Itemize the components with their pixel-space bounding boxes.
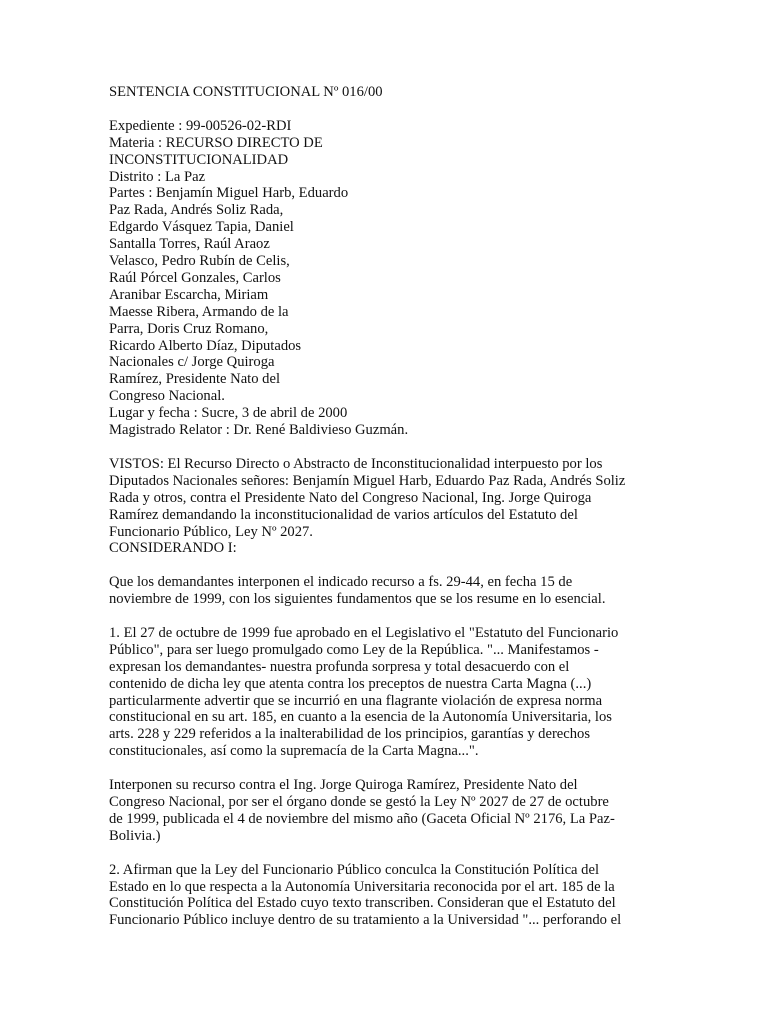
- spacer: [109, 760, 661, 777]
- intro-paragraph: [109, 574, 661, 608]
- paragraph-line: Bolivia.): [109, 827, 161, 844]
- spacer: [109, 439, 661, 456]
- recurso-paragraph: [109, 777, 661, 845]
- magistrado-relator-line: Magistrado Relator : Dr. René Baldivieso Guzmán.: [109, 422, 409, 439]
- paragraph-line: Diputados Nacionales señores: Benjamín Miguel Harb, Eduardo Paz Rada, Andrés Soliz: [109, 472, 626, 489]
- paragraph-line: Congreso Nacional, por ser el órgano donde se gestó la Ley Nº 2027 de 27 de octubre: [109, 793, 609, 810]
- paragraph-line: Estado en lo que respecta a la Autonomía Universitaria reconocida por el art. 185 de la: [109, 878, 615, 895]
- spacer: [109, 608, 661, 625]
- paragraph-line: particularmente advertir que se incurrió en una flagrante violación de expresa norma: [109, 692, 603, 709]
- partes-line-cont: Edgardo Vásquez Tapia, Daniel: [109, 219, 294, 236]
- partes-line: Partes : Benjamín Miguel Harb, Eduardo: [109, 185, 349, 202]
- expediente-line: Expediente : 99-00526-02-RDI: [109, 117, 292, 134]
- partes-line-cont: Ricardo Alberto Díaz, Diputados: [109, 337, 302, 354]
- spacer: [109, 101, 661, 118]
- paragraph-line: Funcionario Público incluye dentro de su tratamiento a la Universidad "... perforando el: [109, 912, 622, 929]
- materia-line-cont: INCONSTITUCIONALIDAD: [109, 151, 289, 168]
- paragraph-line: Interponen su recurso contra el Ing. Jorge Quiroga Ramírez, Presidente Nato del: [109, 777, 578, 794]
- paragraph-line: constitucional en su art. 185, en cuanto a la esencia de la Autonomía Universitaria, los: [109, 709, 612, 726]
- paragraph-line: Ramírez demandando la inconstitucionalidad de varios artículos del Estatuto del: [109, 506, 578, 523]
- point-2-paragraph: [109, 862, 661, 930]
- paragraph-line: Que los demandantes interponen el indicado recurso a fs. 29-44, en fecha 15 de: [109, 574, 573, 591]
- partes-line-cont: Ramírez, Presidente Nato del: [109, 371, 281, 388]
- distrito-line: Distrito : La Paz: [109, 168, 206, 185]
- paragraph-line: expresan los demandantes- nuestra profunda sorpresa y total desacuerdo con el: [109, 658, 570, 675]
- vistos-paragraph: [109, 456, 661, 541]
- spacer: [109, 557, 661, 574]
- paragraph-line: Funcionario Público, Ley Nº 2027.: [109, 523, 313, 540]
- case-header-block: [109, 118, 661, 439]
- partes-line-cont: Aranibar Escarcha, Miriam: [109, 286, 269, 303]
- lugar-fecha-line: Lugar y fecha : Sucre, 3 de abril de 2000: [109, 405, 348, 422]
- materia-line: Materia : RECURSO DIRECTO DE: [109, 134, 323, 151]
- paragraph-line: Constitución Política del Estado cuyo texto transcriben. Consideran que el Estatuto del: [109, 895, 616, 912]
- partes-line-cont: Congreso Nacional.: [109, 388, 225, 405]
- paragraph-line: VISTOS: El Recurso Directo o Abstracto de Inconstitucionalidad interpuesto por los: [109, 455, 603, 472]
- partes-line-cont: Nacionales c/ Jorge Quiroga: [109, 354, 275, 371]
- partes-line-cont: Velasco, Pedro Rubín de Celis,: [109, 253, 290, 270]
- partes-line-cont: Raúl Pórcel Gonzales, Carlos: [109, 269, 281, 286]
- partes-line-cont: Santalla Torres, Raúl Araoz: [109, 236, 270, 253]
- partes-line-cont: Maesse Ribera, Armando de la: [109, 303, 289, 320]
- paragraph-line: Público", para ser luego promulgado como Ley de la República. "... Manifestamos -: [109, 641, 599, 658]
- paragraph-line: 1. El 27 de octubre de 1999 fue aprobado en el Legislativo el "Estatuto del Funcionario: [109, 624, 619, 641]
- paragraph-line: 2. Afirman que la Ley del Funcionario Público conculca la Constitución Política del: [109, 861, 599, 878]
- document-title: SENTENCIA CONSTITUCIONAL Nº 016/00: [109, 84, 383, 100]
- partes-line-cont: Paz Rada, Andrés Soliz Rada,: [109, 202, 284, 219]
- considerando-heading: CONSIDERANDO I:: [109, 540, 237, 557]
- paragraph-line: de 1999, publicada el 4 de noviembre del mismo año (Gaceta Oficial Nº 2176, La Paz-: [109, 810, 615, 827]
- paragraph-line: arts. 228 y 229 referidos a la inalterabilidad de los principios, garantías y derechos: [109, 726, 591, 743]
- paragraph-line: constitucionales, así como la supremacía de la Carta Magna...".: [109, 743, 479, 760]
- paragraph-line: noviembre de 1999, con los siguientes fundamentos que se los resume en lo esencial.: [109, 591, 606, 608]
- spacer: [109, 845, 661, 862]
- paragraph-line: Rada y otros, contra el Presidente Nato del Congreso Nacional, Ing. Jorge Quiroga: [109, 489, 592, 506]
- document-page: [109, 84, 661, 929]
- paragraph-line: contenido de dicha ley que atenta contra los preceptos de nuestra Carta Magna (...): [109, 675, 592, 692]
- point-1-paragraph: [109, 625, 661, 760]
- partes-line-cont: Parra, Doris Cruz Romano,: [109, 320, 269, 337]
